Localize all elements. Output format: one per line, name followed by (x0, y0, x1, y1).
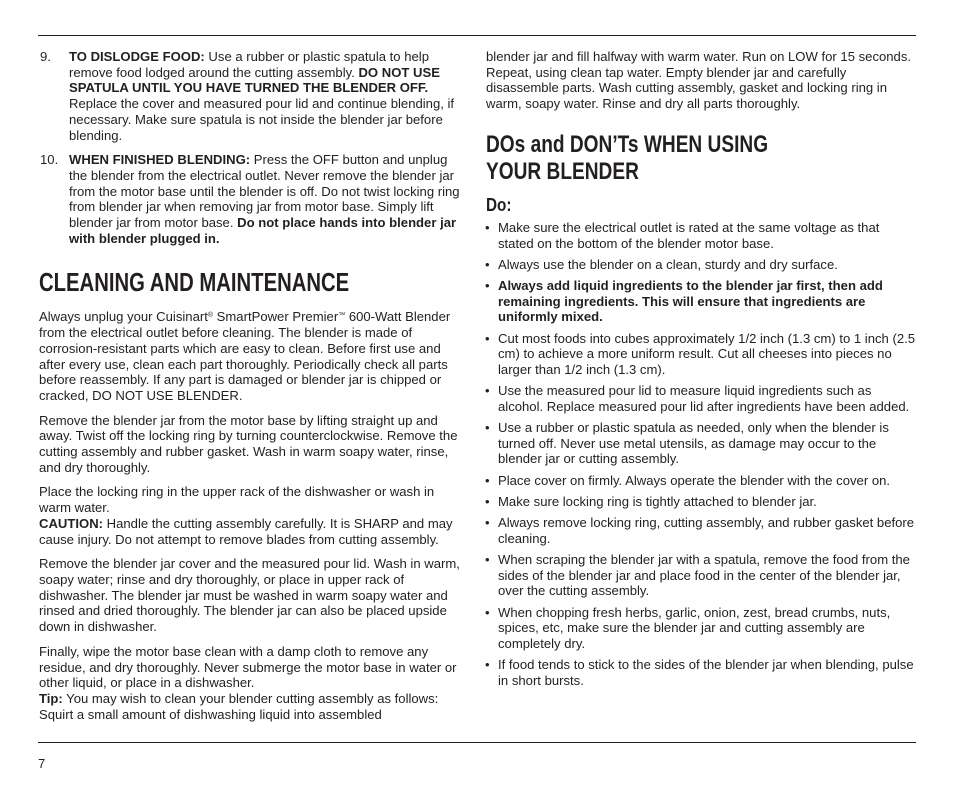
bullet: • (485, 493, 490, 509)
item-text: Press the OFF button and unplug the blender from the electrical outlet. Never remove the blender jar from the motor base until the blender is off. Do not twist locking ring from blender jar when removing jar from motor base. Simply lift blender jar from motor base. (69, 152, 460, 231)
bullet: • (485, 657, 490, 673)
list-item (486, 220, 916, 251)
item-finished-blending (39, 152, 464, 246)
caution-paragraph (39, 516, 464, 547)
heading-line: YOUR BLENDER (486, 158, 639, 186)
bullet: • (485, 420, 490, 436)
item-text: Replace the cover and measured pour lid and continue blending, if necessary. Make sure spatula is not inside the blender jar before blending. (69, 96, 455, 143)
bullet: • (485, 256, 490, 272)
caution-label: CAUTION: (39, 515, 104, 531)
list-item-text: Always add liquid ingredients to the blender jar first, then add remaining ingredients. This will ensure that ingredients are uniformly mixed. (498, 277, 883, 325)
list-item (486, 331, 916, 378)
text: Always unplug your Cuisinart (39, 309, 208, 325)
dos-donts-heading (486, 131, 821, 186)
bullet: • (485, 604, 490, 620)
list-item-text: If food tends to stick to the sides of the blender jar when blending, pulse in short bursts. (498, 657, 914, 688)
list-item (486, 657, 916, 688)
tip-text: You may wish to clean your blender cutting assembly as follows: Squirt a small amount of dishwashing liquid into assembled (39, 690, 439, 722)
cleaning-paragraph-ring: Place the locking ring in the upper rack of the dishwasher or wash in warm water. (39, 484, 435, 516)
bullet: • (485, 551, 490, 567)
list-item-text: Place cover on firmly. Always operate the blender with the cover on. (498, 472, 891, 488)
text: SmartPower Premier (213, 309, 339, 325)
bullet: • (485, 515, 490, 531)
tip-continued: blender jar and fill halfway with warm water. Run on LOW for 15 seconds. Repeat, using clean tap water. Empty blender jar and carefully disassemble parts. Wash cutting assembly, gasket and locking ring in warm, soapy water. Rinse and dry all parts thoroughly. (486, 49, 912, 112)
cleaning-paragraph-jar: Remove the blender jar from the motor base by lifting straight up and away. Twist off the locking ring by turning counterclockwise. Remove the cutting assembly and rubber gasket. Wash in warm soapy water, rinse, and dry thoroughly. (39, 412, 458, 475)
list-item (486, 383, 916, 414)
trademark-mark: ™ (338, 312, 346, 320)
text: 600-Watt Blender from the electrical outlet before cleaning. The blender is made of corrosion-resistant parts which are easy to clean. Before first use and after every use, clean each part thoroughly. Periodically check all parts before reassembly. If any part is damaged or blender jar is chipped or cracked, DO NOT USE BLENDER. (39, 309, 451, 403)
item-number: 9. (40, 49, 51, 64)
bullet: • (485, 277, 490, 293)
cleaning-paragraph-cover: Remove the blender jar cover and the measured pour lid. Wash in warm, soapy water; rinse and dry thoroughly, or place in upper rack of dishwasher. The blender jar must be washed in warm soapy water and rinsed and dried thoroughly. The blender jar can also be placed upside down in dishwasher. (39, 556, 460, 635)
bullet: • (485, 383, 490, 399)
bottom-rule (38, 742, 916, 743)
list-item-text: Always use the blender on a clean, sturdy and dry surface. (498, 256, 838, 272)
caution-text: Handle the cutting assembly carefully. It is SHARP and may cause injury. Do not attempt to remove blades from cutting assembly. (39, 515, 453, 547)
list-item-text: When chopping fresh herbs, garlic, onion, zest, bread crumbs, nuts, spices, etc, make sure the blender jar and cutting assembly are completely dry. (498, 604, 891, 651)
bullet: • (485, 472, 490, 488)
do-list (486, 220, 916, 689)
list-item (486, 278, 916, 325)
tip-paragraph (39, 691, 464, 722)
top-rule (38, 35, 916, 36)
item-dislodge-food (39, 49, 464, 143)
list-item (486, 494, 916, 510)
item-heading: TO DISLODGE FOOD: (69, 49, 205, 64)
list-item (486, 605, 916, 652)
cleaning-intro (39, 309, 464, 403)
tip-label: Tip: (39, 690, 63, 706)
list-item-text: Make sure locking ring is tightly attached to blender jar. (498, 493, 817, 509)
list-item-text: Cut most foods into cubes approximately 1/2 inch (1.3 cm) to 1 inch (2.5 cm) to achieve a more uniform result. Cut all cheeses into pieces no larger than 1/2 inch (1.3 cm). (498, 330, 916, 377)
list-item-text: Use a rubber or plastic spatula as needed, only when the blender is turned off. Never use metal utensils, as damage may occur to the blender jar or cutting assembly. (498, 420, 889, 467)
list-item-text: Always remove locking ring, cutting assembly, and rubber gasket before cleaning. (498, 515, 915, 546)
list-item-text: Make sure the electrical outlet is rated at the same voltage as that stated on the bottom of the blender motor base. (498, 219, 880, 251)
list-item-text: When scraping the blender jar with a spatula, remove the food from the sides of the blender jar and place food in the center of the blender jar, over the cutting assembly. (498, 551, 910, 599)
item-warning: Do not place hands into blender jar with blender plugged in. (69, 215, 457, 246)
item-text: Use a rubber or plastic spatula to help remove food lodged around the cutting assembly. (69, 49, 429, 80)
list-item-text: Use the measured pour lid to measure liquid ingredients such as alcohol. Replace measured pour lid after ingredients have been added. (498, 383, 910, 414)
page-number: 7 (38, 756, 46, 771)
cleaning-paragraph-base: Finally, wipe the motor base clean with a damp cloth to remove any residue, and dry thoroughly. Never submerge the motor base in water or other liquid, or place in a dishwasher. (39, 643, 457, 691)
list-item (486, 420, 916, 467)
list-item (486, 552, 916, 599)
list-item (486, 515, 916, 546)
item-number: 10. (40, 152, 59, 168)
item-heading: WHEN FINISHED BLENDING: (69, 152, 251, 168)
left-column (39, 49, 464, 722)
registered-mark: ® (207, 312, 214, 320)
list-item (486, 473, 916, 489)
bullet: • (485, 219, 490, 235)
list-item (486, 257, 916, 273)
item-warning: DO NOT USE SPATULA UNTIL YOU HAVE TURNED THE BLENDER OFF. (69, 64, 440, 96)
heading-line: DOs and DON’Ts WHEN USING (486, 130, 769, 158)
cleaning-heading: CLEANING AND MAINTENANCE (39, 267, 350, 298)
bullet: • (485, 330, 490, 346)
right-column (486, 49, 916, 689)
do-subheading: Do: (486, 194, 512, 215)
